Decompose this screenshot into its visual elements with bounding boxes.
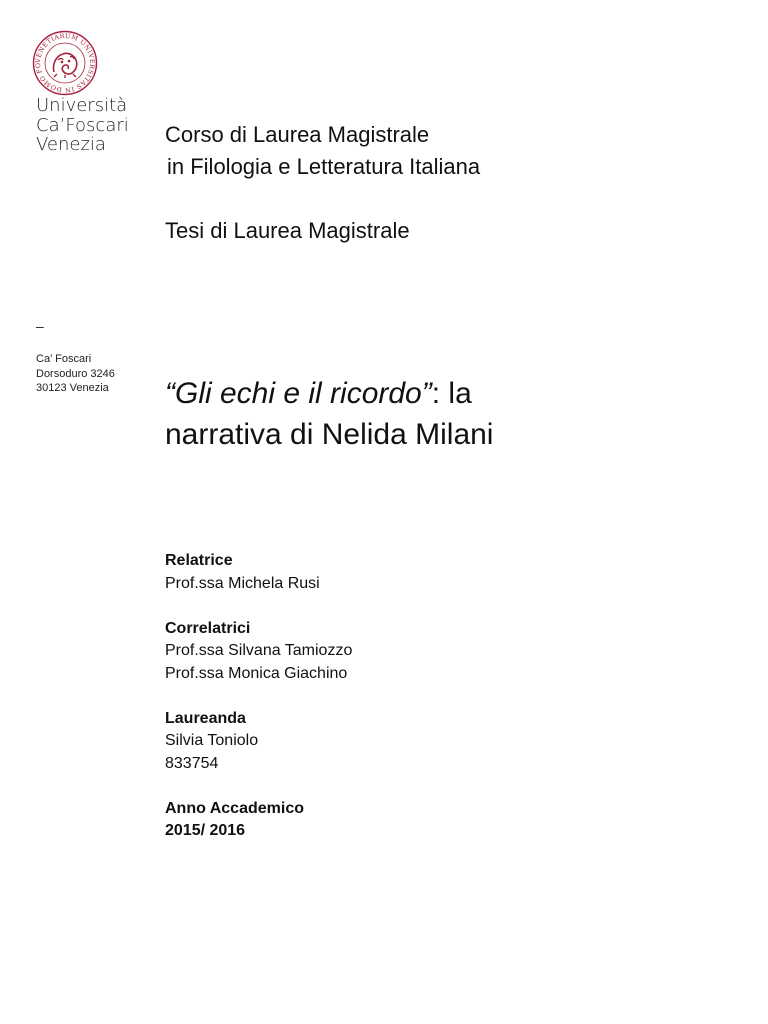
relatrice-section: [165, 550, 352, 595]
correlatrici-section: [165, 618, 352, 686]
thesis-info: [165, 550, 352, 865]
thesis-title-line-1: [165, 373, 493, 414]
course-heading: [165, 119, 480, 183]
anno-value: 2015/ 2016: [165, 822, 246, 839]
relatrice-label: Relatrice: [165, 552, 233, 569]
sidebar-dash: –: [36, 318, 44, 334]
university-seal-logo: [32, 30, 98, 96]
laureanda-section: [165, 708, 352, 776]
correlatrice-name: Prof.ssa Monica Giachino: [165, 664, 348, 682]
thesis-title-italic: “Gli echi e il ricordo”: [165, 377, 432, 410]
thesis-title: [165, 373, 493, 455]
university-name: [36, 96, 129, 155]
university-name-line-2: Ca’Foscari: [36, 114, 129, 136]
seal-icon: [32, 30, 98, 96]
address-line-1: Ca’ Foscari: [36, 353, 92, 365]
laureanda-label: Laureanda: [165, 709, 246, 727]
anno-section: [165, 798, 352, 843]
university-name-line-3: Venezia: [36, 134, 106, 155]
anno-label: Anno Accademico: [165, 799, 304, 817]
university-name-line-1: Università: [36, 95, 128, 116]
laureanda-matricola: 833754: [165, 754, 219, 772]
thesis-title-line-2: narrativa di Nelida Milani: [165, 418, 494, 451]
correlatrici-label: Correlatrici: [165, 619, 251, 637]
thesis-type: Tesi di Laurea Magistrale: [165, 218, 410, 243]
laureanda-name: Silvia Toniolo: [165, 732, 259, 749]
correlatrice-name: Prof.ssa Silvana Tamiozzo: [165, 642, 353, 659]
relatrice-name: Prof.ssa Michela Rusi: [165, 574, 320, 592]
seal-text: VENETIARUM UNIVERSITAS IN DOMO FO: [33, 31, 97, 95]
address-line-3: 30123 Venezia: [36, 382, 109, 394]
thesis-title-rest: : la: [431, 377, 472, 410]
university-address: [36, 352, 115, 396]
course-line-2: in Filologia e Letteratura Italiana: [167, 154, 481, 179]
address-line-2: Dorsoduro 3246: [36, 367, 115, 380]
course-line-1: Corso di Laurea Magistrale: [165, 122, 430, 147]
